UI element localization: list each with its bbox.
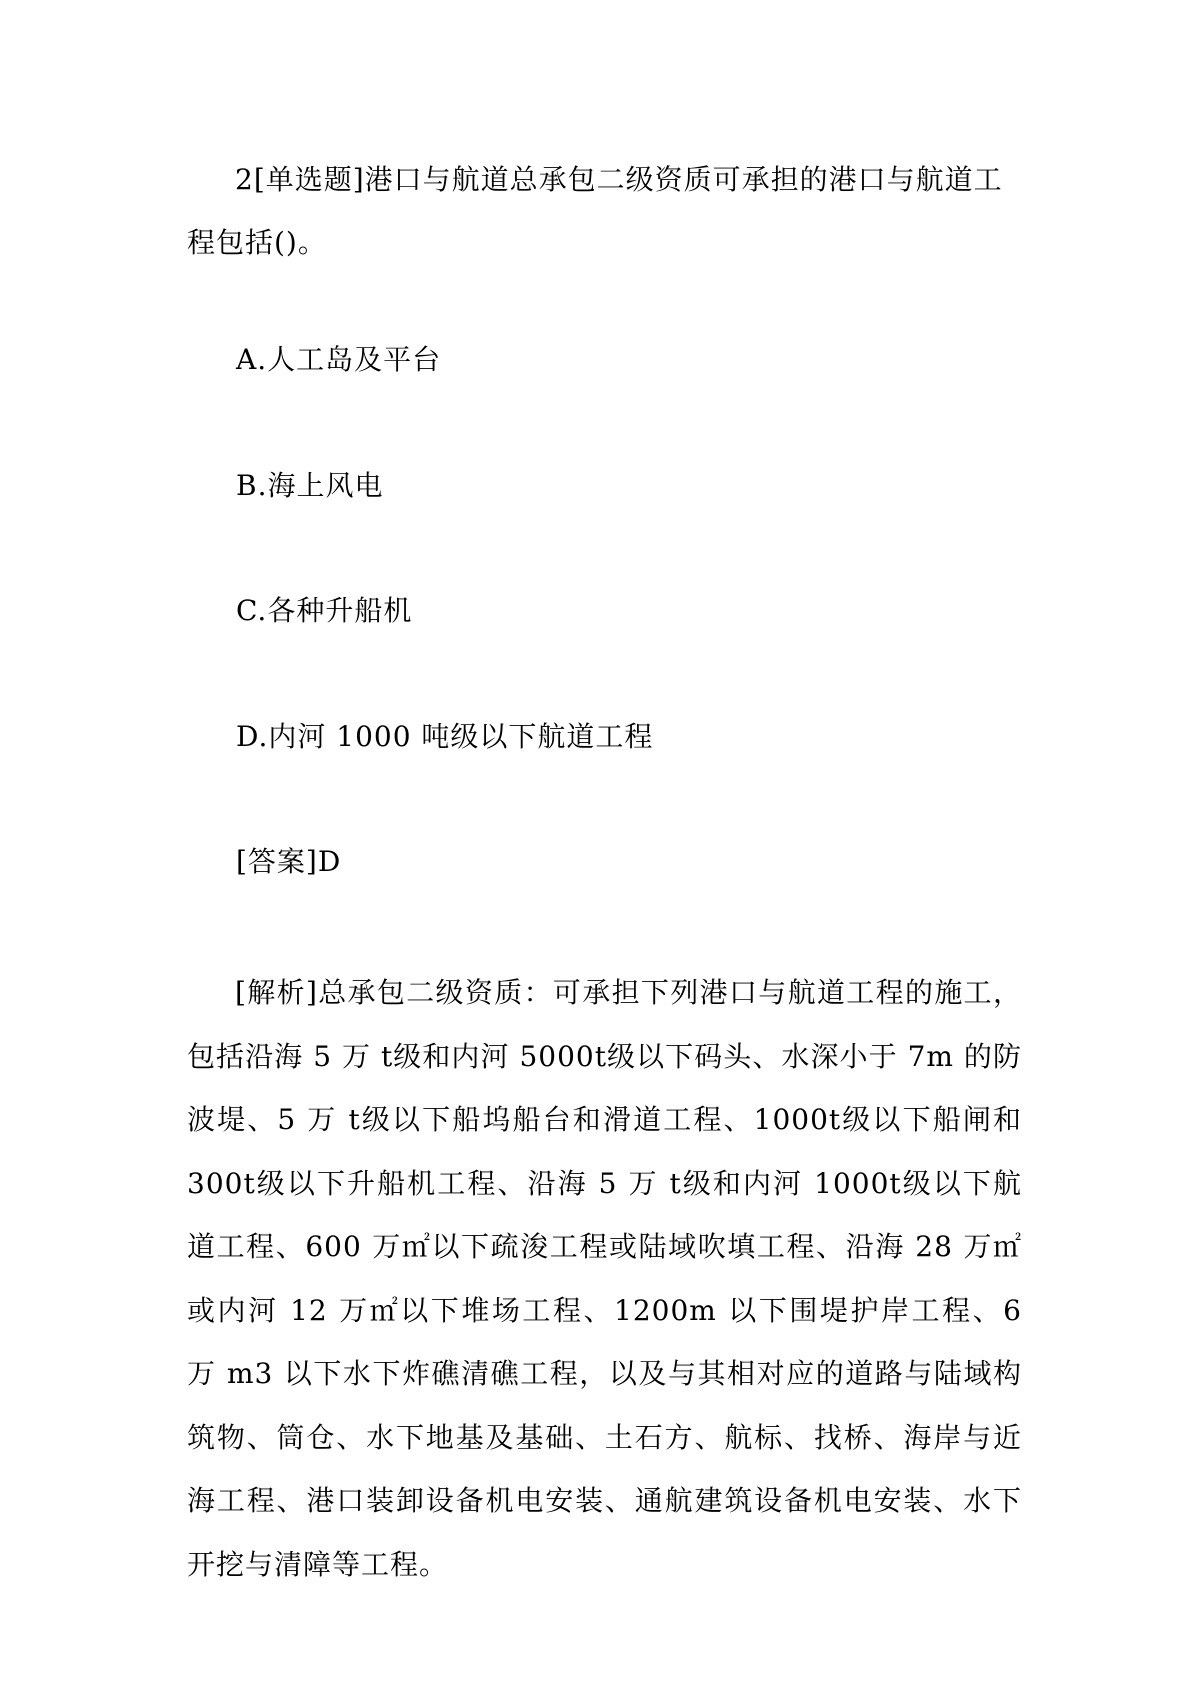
answer-text: [答案]D	[236, 845, 342, 878]
option-b: B.海上风电	[236, 469, 384, 502]
option-a: A.人工岛及平台	[236, 343, 442, 376]
option-c: C.各种升船机	[236, 594, 413, 627]
analysis-text: [解析]总承包二级资质：可承担下列港口与航道工程的施工，包括沿海 5 万 t级和内河 5000t级以下码头、水深小于 7m 的防波堤、5 万 t级以下船坞船台和滑道工程、1000t级以下船闸和 300t级以下升船机工程、沿海 5 万 t级和内河 1000t级以下航道工程、600 万㎡以下疏浚工程或陆域吹填工程、沿海 28 万㎡或内河 12 万㎡以下堆场工程、1200m 以下围堤护岸工程、6 万 m3 以下水下炸礁清礁工程，以及与其相对应的道路与陆域构筑物、筒仓、水下地基及基础、土石方、航标、找桥、海岸与近海工程、港口装卸设备机电安装、通航建筑设备机电安装、水下开挖与清障等工程。	[187, 976, 1022, 1581]
question-text: 2[单选题]港口与航道总承包二级资质可承担的港口与航道工程包括()。	[187, 163, 1003, 259]
option-d: D.内河 1000 吨级以下航道工程	[236, 720, 654, 753]
